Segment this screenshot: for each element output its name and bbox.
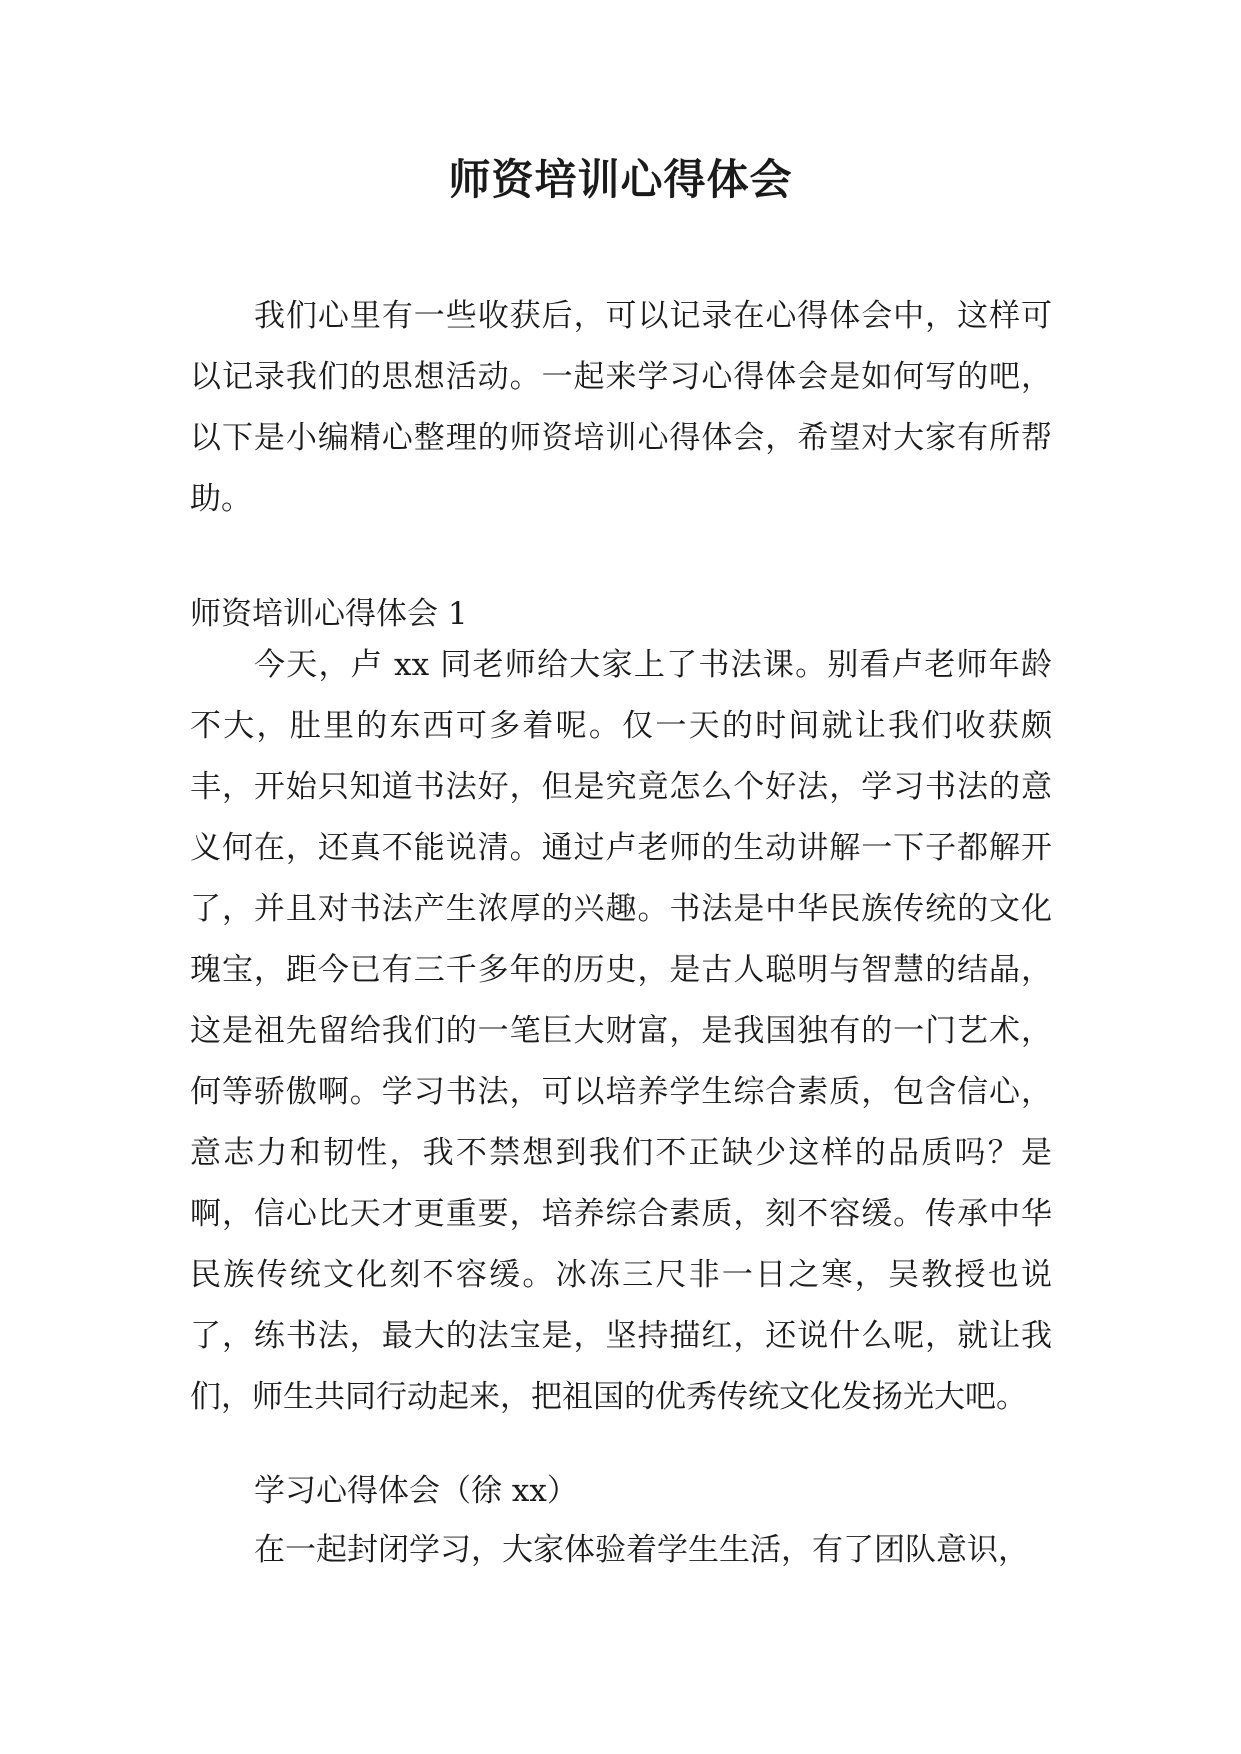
subsection-heading: 学习心得体会（徐 xx） xyxy=(254,1473,578,1509)
subsection-body-paragraph: 在一起封闭学习，大家体验着学生生活，有了团队意识， xyxy=(254,1532,1029,1568)
intro-paragraph: 我们心里有一些收获后，可以记录在心得体会中，这样可以记录我们的思想活动。一起来学习心得体会是如何写的吧，以下是小编精心整理的师资培训心得体会，希望对大家有所帮助。 xyxy=(190,298,1052,517)
section-body-paragraph: 今天，卢 xx 同老师给大家上了书法课。别看卢老师年龄不大，肚里的东西可多着呢。仅一天的时间就让我们收获颇丰，开始只知道书法好，但是究竟怎么个好法，学习书法的意义何在，还真不能说清。通过卢老师的生动讲解一下子都解开了，并且对书法产生浓厚的兴趣。书法是中华民族传统的文化瑰宝，距今已有三千多年的历史，是古人聪明与智慧的结晶，这是祖先留给我们的一笔巨大财富，是我国独有的一门艺术，何等骄傲啊。学习书法，可以培养学生综合素质，包含信心，意志力和韧性，我不禁想到我们不正缺少这样的品质吗？是啊，信心比天才更重要，培养综合素质，刻不容缓。传承中华民族传统文化刻不容缓。冰冻三尺非一日之寒，吴教授也说了，练书法，最大的法宝是，坚持描红，还说什么呢，就让我们，师生共同行动起来，把祖国的优秀传统文化发扬光大吧。 xyxy=(190,647,1052,1415)
section-heading: 师资培训心得体会 1 xyxy=(190,596,468,632)
document-title: 师资培训心得体会 xyxy=(448,155,793,204)
